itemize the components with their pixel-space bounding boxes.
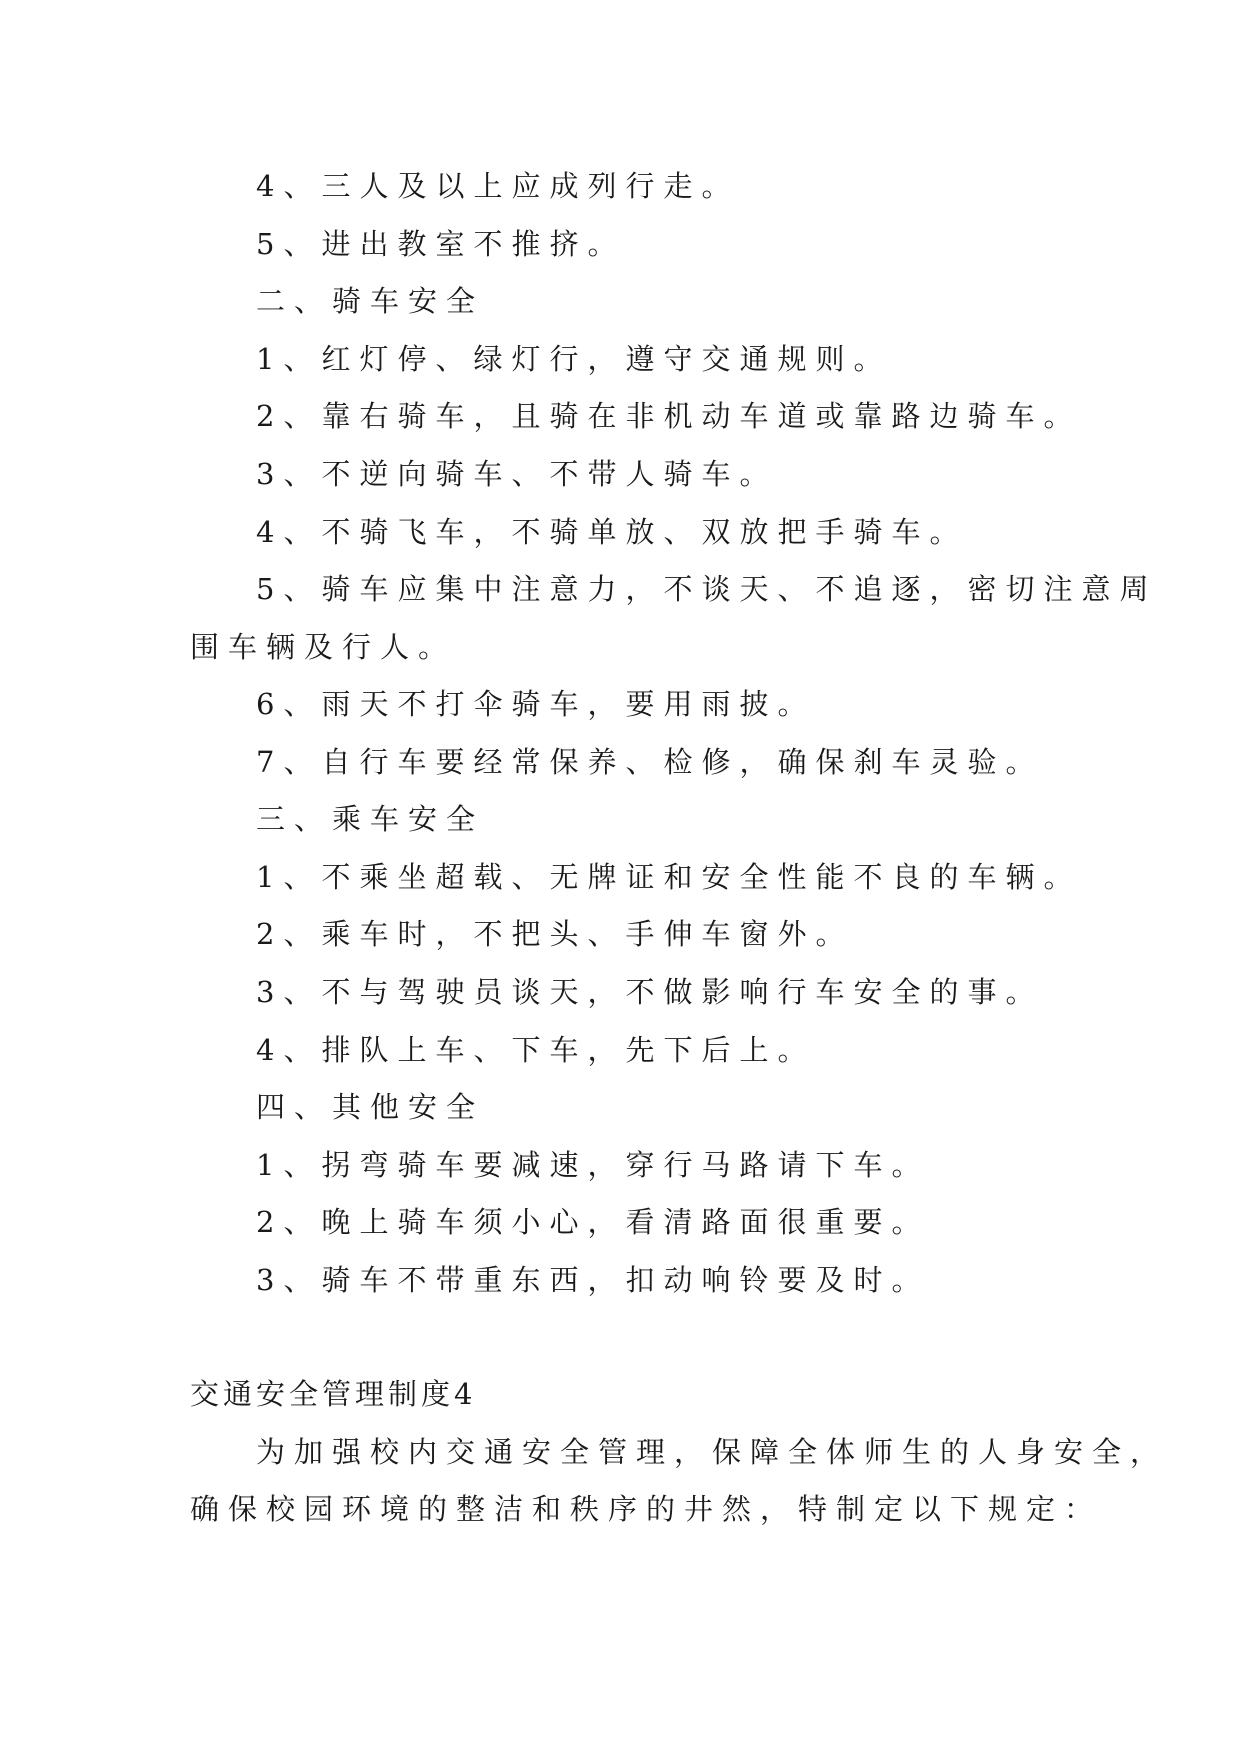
rule-riding-1: 1、不乘坐超载、无牌证和安全性能不良的车辆。: [256, 860, 1082, 894]
rule-cycling-5: 5、骑车应集中注意力，不谈天、不追逐，密切注意周: [256, 572, 1158, 606]
rule-cycling-3: 3、不逆向骑车、不带人骑车。: [256, 457, 778, 491]
intro-paragraph-line-2: 确保校园环境的整洁和秩序的井然，特制定以下规定：: [190, 1492, 1103, 1526]
heading-other-safety: 四、其他安全: [256, 1090, 485, 1124]
section-title: 交通安全管理制度4: [190, 1377, 477, 1411]
heading-cycling-safety: 二、骑车安全: [256, 284, 485, 318]
rule-riding-3: 3、不与驾驶员谈天，不做影响行车安全的事。: [256, 975, 1044, 1009]
rule-cycling-1: 1、红灯停、绿灯行，遵守交通规则。: [256, 342, 892, 376]
rule-walking-5: 5、进出教室不推挤。: [256, 227, 626, 261]
rule-cycling-7: 7、自行车要经常保养、检修，确保刹车灵验。: [256, 745, 1044, 779]
rule-cycling-2: 2、靠右骑车，且骑在非机动车道或靠路边骑车。: [256, 399, 1082, 433]
heading-riding-safety: 三、乘车安全: [256, 802, 485, 836]
rule-riding-2: 2、乘车时，不把头、手伸车窗外。: [256, 917, 854, 951]
intro-paragraph-line-1: 为加强校内交通安全管理，保障全体师生的人身安全，: [256, 1435, 1169, 1469]
rule-other-3: 3、骑车不带重东西，扣动响铃要及时。: [256, 1263, 930, 1297]
rule-walking-4: 4、三人及以上应成列行走。: [256, 169, 740, 203]
rule-cycling-5-continued: 围车辆及行人。: [190, 630, 457, 664]
rule-other-2: 2、晚上骑车须小心，看清路面很重要。: [256, 1205, 930, 1239]
rule-cycling-4: 4、不骑飞车，不骑单放、双放把手骑车。: [256, 515, 968, 549]
rule-riding-4: 4、排队上车、下车，先下后上。: [256, 1033, 816, 1067]
rule-cycling-6: 6、雨天不打伞骑车，要用雨披。: [256, 687, 816, 721]
rule-other-1: 1、拐弯骑车要减速，穿行马路请下车。: [256, 1148, 930, 1182]
